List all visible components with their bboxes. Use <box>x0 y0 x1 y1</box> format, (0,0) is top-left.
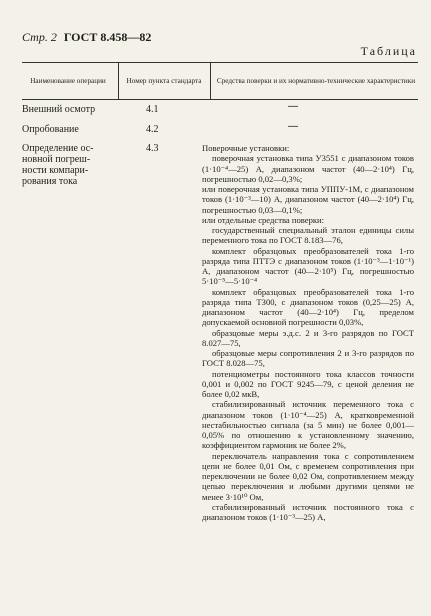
page-header <box>22 30 151 45</box>
paragraph: образцовые меры э.д.с. 2 и 3-го разрядов по ГОСТ 8.027—75, <box>202 327 414 348</box>
column-header-means: Средства поверки и их нормативно-технические характеристики <box>216 77 416 85</box>
column-header-operation: Наименование операции <box>30 77 106 85</box>
column-divider <box>210 63 211 99</box>
operation-name: Определение ос-новной погреш-ности компари-рования тока <box>22 143 94 187</box>
paragraph: или поверочная установка типа УППУ-1М, с диапазоном токов (1·10⁻³—10) А, диапазоном частот (40—2·10⁴) Гц, погрешностью 0,03—0,1%; <box>202 184 414 215</box>
dash-mark: — <box>288 101 298 112</box>
column-header-clause: Номер пункта стандарта <box>126 77 202 85</box>
dash-mark: — <box>288 121 298 132</box>
paragraph: стабилизированный источник постоянного тока с диапазоном токов (1·10⁻³—25) А, <box>202 501 414 522</box>
paragraph: государственный специальный эталон единицы силы переменного тока по ГОСТ 8.183—76, <box>202 225 414 246</box>
means-of-verification <box>202 143 414 522</box>
page-number: Стр. 2 <box>22 30 57 44</box>
operation-name: Опробование <box>22 124 79 135</box>
table-header <box>22 62 418 100</box>
clause-number: 4.3 <box>146 143 159 154</box>
paragraph: комплект образцовых преобразователей тока 1-го разряда типа ТЗ00, с диапазоном токов (0,25—25) А, диапазоном частот (40—2·10⁴) Гц, пределом допускаемой основной погрешности 0,03%, <box>202 286 414 328</box>
gost-number: ГОСТ 8.458—82 <box>63 30 152 44</box>
operation-name: Внешний осмотр <box>22 104 96 115</box>
paragraph: комплект образцовых преобразователей тока 1-го разряда типа ПТТЭ с диапазоном токов (1·10⁻³—1·10⁻¹) А, диапазоном частот (40—2·10⁵) Гц, погрешностью 5·10⁻⁵—5·10⁻⁴ <box>202 245 414 287</box>
paragraph: стабилизированный источник переменного тока с диапазоном токов (1·10⁻⁴—25) А, кратковременной нестабильностью сигнала (за 5 мин) не более 0,001—0,05% по отношению к установленному значению, коэффициентом гармоник не более 2%, <box>202 399 414 451</box>
paragraph: потенциометры постоянного тока классов точности 0,001 и 0,002 по ГОСТ 9245—79, с ценой деления не более 0,02 мкВ, <box>202 368 414 399</box>
clause-number: 4.1 <box>146 104 159 115</box>
paragraph: образцовые меры сопротивления 2 и 3-го разрядов по ГОСТ 8.028—75, <box>202 348 414 369</box>
table-caption: Таблица <box>360 44 417 58</box>
paragraph: переключатель направления тока с сопротивлением цепи не более 0,01 Ом, с временем сопротивления при переключении не более 0,02 Ом, сопротивлением между цепью переключения и любыми другими цепями не менее 3·10¹⁰ Ом, <box>202 450 414 502</box>
paragraph: Поверочные установки: <box>202 143 290 153</box>
paragraph: или отдельные средства поверки: <box>202 214 325 225</box>
paragraph: поверочная установка типа У3551 с диапазоном токов (1·10⁻⁴—25) А, диапазоном частот (40—2·10⁴) Гц, погрешностью 0,02—0,3%; <box>202 153 414 184</box>
column-divider <box>118 63 119 99</box>
clause-number: 4.2 <box>146 124 159 135</box>
